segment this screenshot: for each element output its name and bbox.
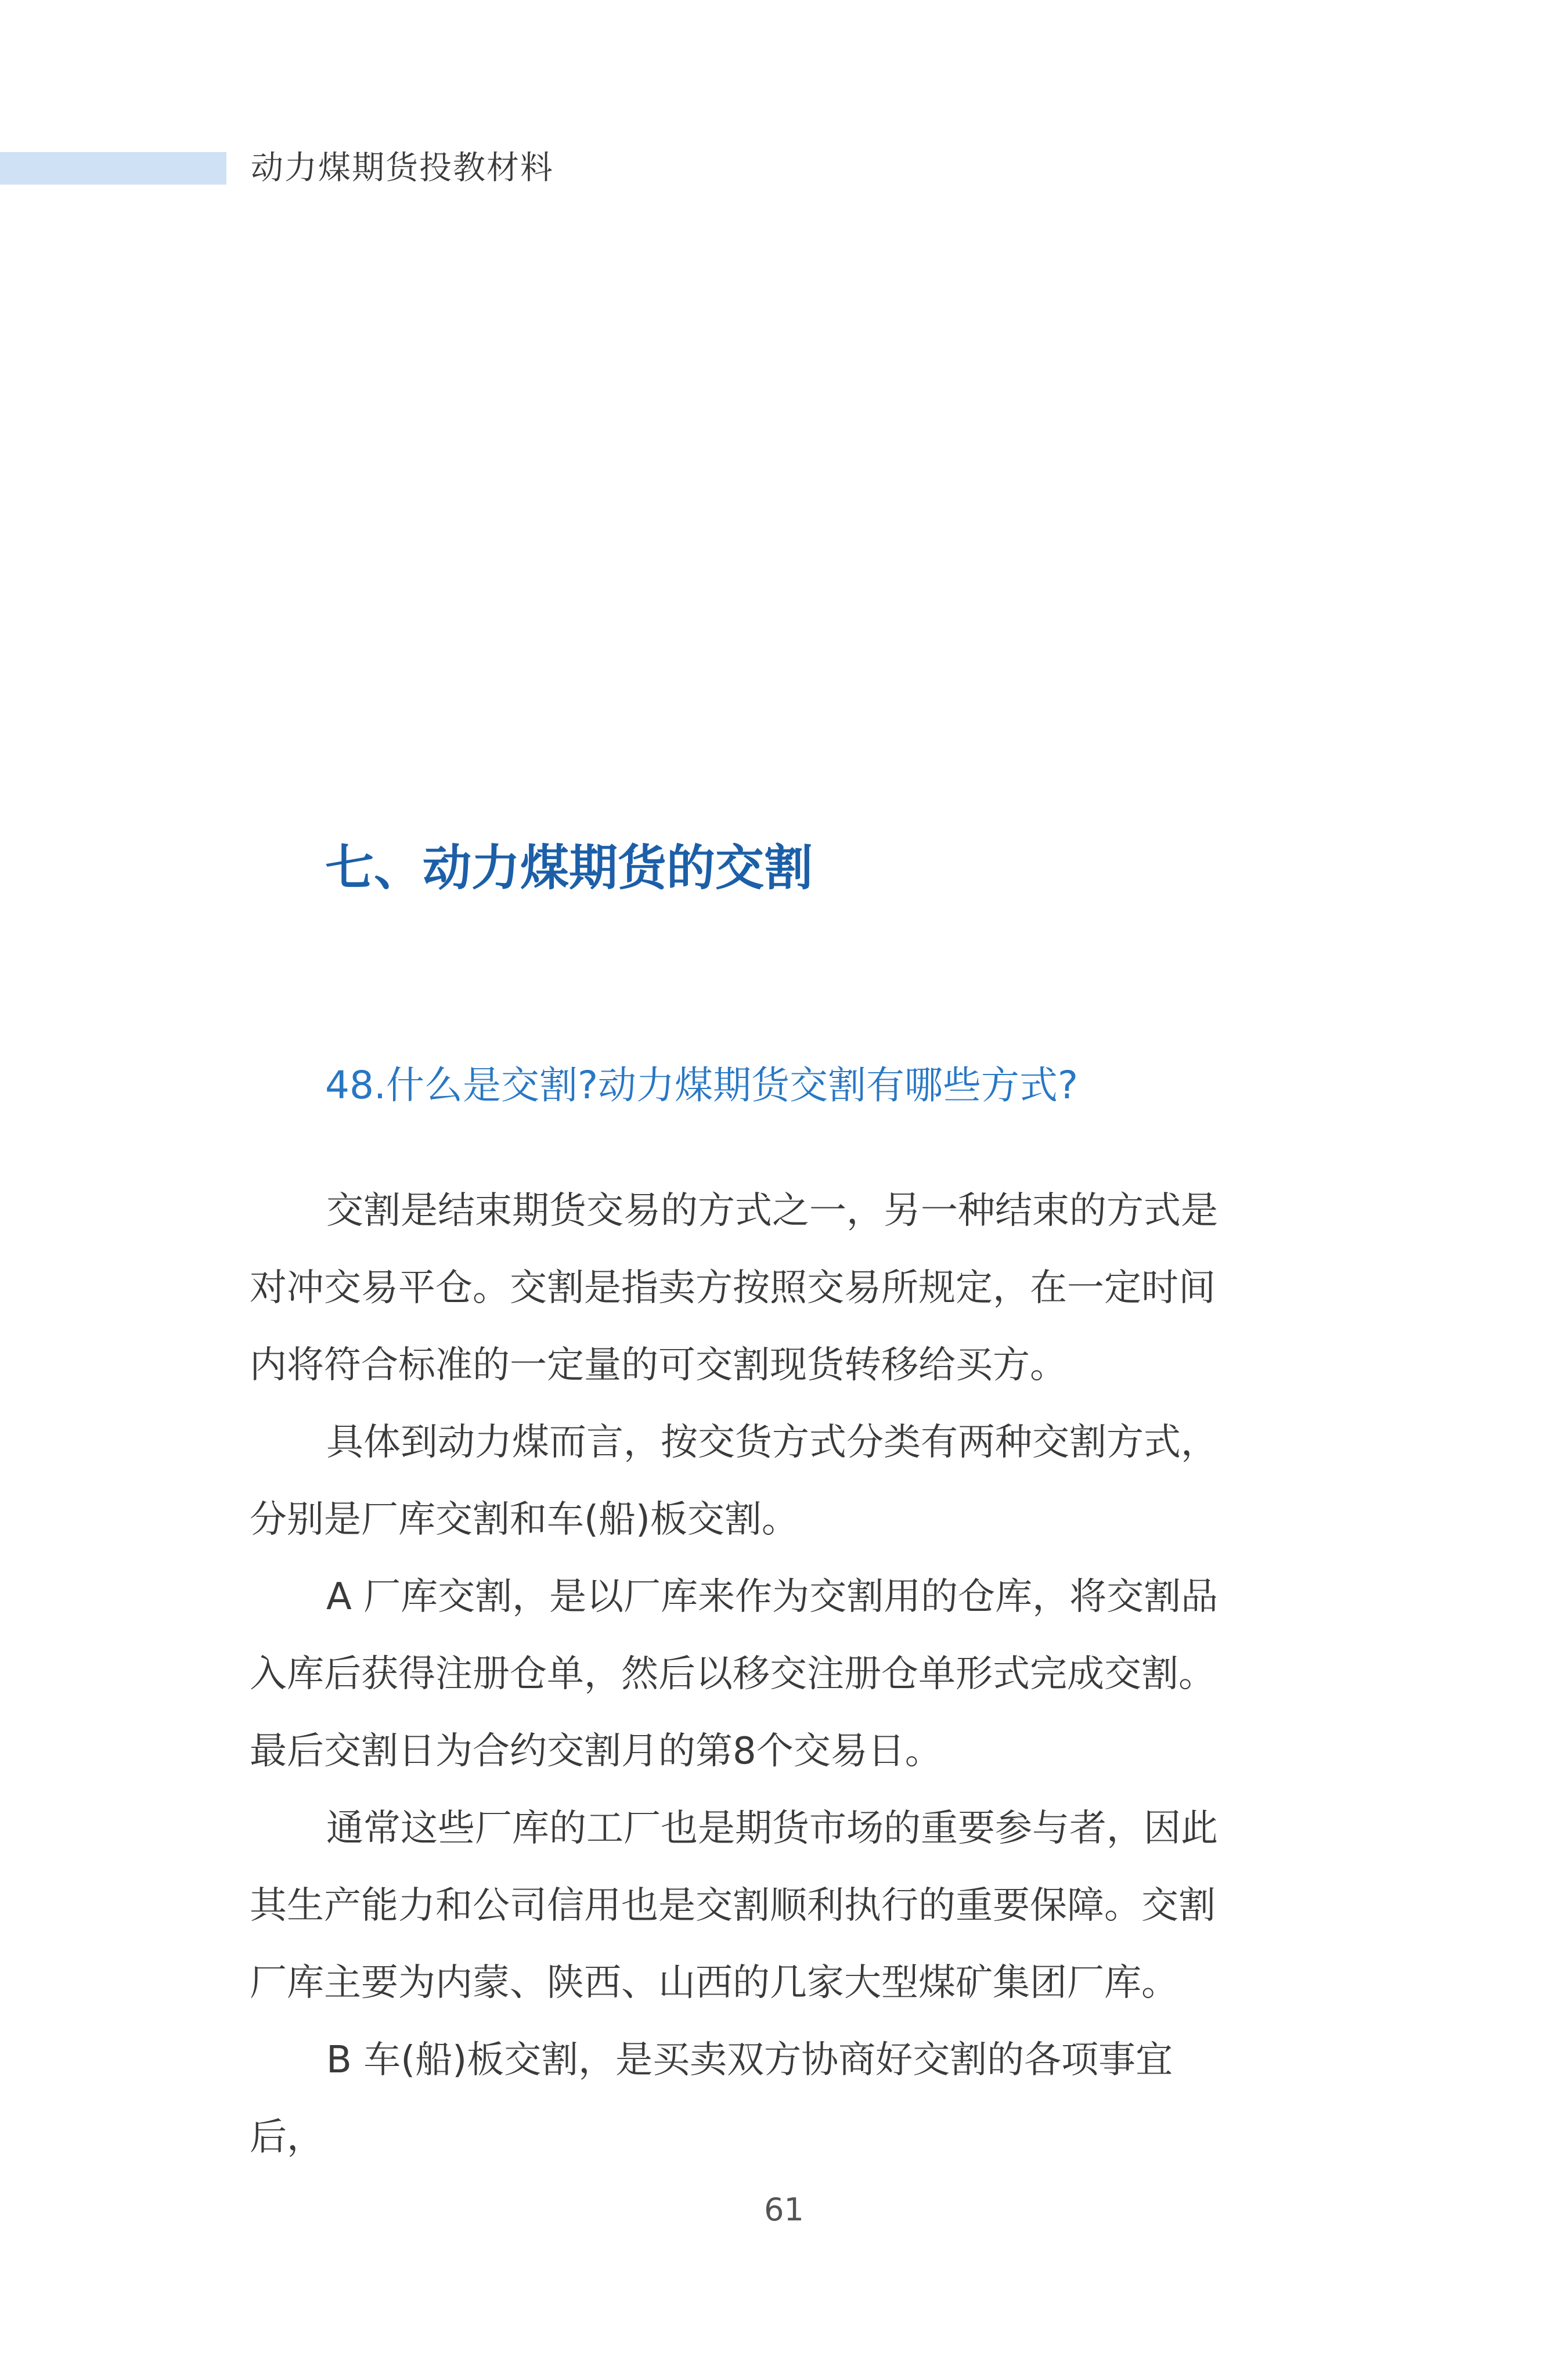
header-accent-bar [0, 152, 226, 185]
body-text [250, 1173, 1237, 2176]
running-header-title: 动力煤期货投教材料 [251, 149, 554, 187]
paragraph: B 车(船)板交割，是买卖双方协商好交割的各项事宜后， [250, 2039, 1173, 2159]
chapter-title: 七、动力煤期货的交割 [325, 839, 813, 896]
question-title: 48.什么是交割?动力煤期货交割有哪些方式? [325, 1063, 1079, 1108]
paragraph: 通常这些厂库的工厂也是期货市场的重要参与者，因此其生产能力和公司信用也是交割顺利执行的重要保障。交割厂库主要为内蒙、陕西、山西的几家大型煤矿集团厂库。 [250, 1807, 1218, 2004]
paragraph: 交割是结束期货交易的方式之一，另一种结束的方式是对冲交易平仓。交割是指卖方按照交易所规定，在一定时间内将符合标准的一定量的可交割现货转移给买方。 [250, 1189, 1218, 1387]
page-number: 61 [764, 2191, 804, 2228]
paragraph: A 厂库交割，是以厂库来作为交割用的仓库，将交割品入库后获得注册仓单，然后以移交注册仓单形式完成交割。最后交割日为合约交割月的第8个交易日。 [250, 1575, 1219, 1773]
paragraph: 具体到动力煤而言，按交货方式分类有两种交割方式，分别是厂库交割和车(船)板交割。 [250, 1421, 1218, 1541]
